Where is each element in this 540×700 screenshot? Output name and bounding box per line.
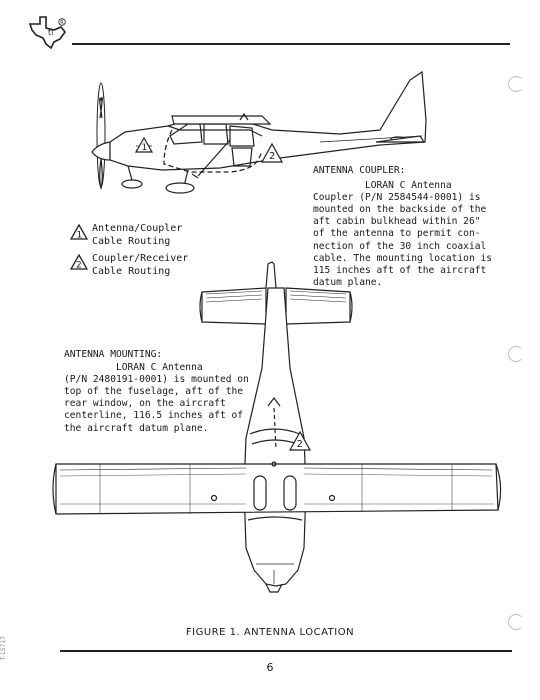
svg-text:1: 1	[76, 230, 83, 240]
coupler-line: nection of the 30 inch coaxial	[313, 240, 487, 252]
punch-hole-top	[508, 76, 524, 92]
svg-text:1: 1	[141, 143, 148, 153]
document-code: T-15717	[0, 636, 7, 661]
warning-triangle-1-icon	[70, 224, 88, 240]
coupler-line: Coupler (P/N 2584544-0001) is	[313, 192, 481, 204]
coupler-line: mounted on the backside of the	[313, 204, 487, 216]
coupler-line: LORAN C Antenna	[313, 180, 452, 192]
svg-text:2: 2	[296, 439, 303, 450]
coupler-line: aft cabin bulkhead within 26"	[313, 216, 481, 228]
coupler-line: 115 inches aft of the aircraft	[313, 264, 487, 276]
legend-item-2-line-2: Cable Routing	[92, 266, 171, 277]
svg-text:ti: ti	[48, 28, 54, 37]
footer-rule	[60, 650, 512, 652]
mounting-line: the aircraft datum plane.	[64, 422, 209, 434]
punch-hole-middle	[508, 346, 524, 362]
coupler-line: of the antenna to permit con-	[313, 228, 481, 240]
mounting-line: top of the fuselage, aft of the	[64, 386, 244, 398]
legend-item-1-line-2: Cable Routing	[92, 236, 171, 247]
antenna-mounting-block	[64, 349, 249, 435]
antenna-coupler-heading: ANTENNA COUPLER:	[313, 165, 406, 176]
mounting-line: rear window, on the aircraft	[64, 398, 226, 410]
page-number: 6	[266, 661, 274, 674]
svg-text:R: R	[60, 20, 64, 26]
texas-instruments-logo-icon	[24, 14, 74, 50]
coupler-line: datum plane.	[313, 276, 383, 288]
mounting-line: LORAN C Antenna	[64, 362, 203, 374]
coupler-line: cable. The mounting location is	[313, 252, 493, 264]
figure-caption: FIGURE 1. ANTENNA LOCATION	[185, 627, 355, 638]
legend-item-1-line-1: Antenna/Coupler	[92, 223, 183, 234]
legend-item-2-line-1: Coupler/Receiver	[92, 253, 189, 264]
antenna-mounting-heading: ANTENNA MOUNTING:	[64, 349, 163, 360]
mounting-line: (P/N 2480191-0001) is mounted on	[64, 374, 249, 386]
svg-text:2: 2	[269, 151, 276, 162]
header-rule	[72, 43, 510, 45]
svg-text:2: 2	[76, 260, 82, 270]
mounting-line: centerline, 116.5 inches aft of	[64, 410, 244, 422]
